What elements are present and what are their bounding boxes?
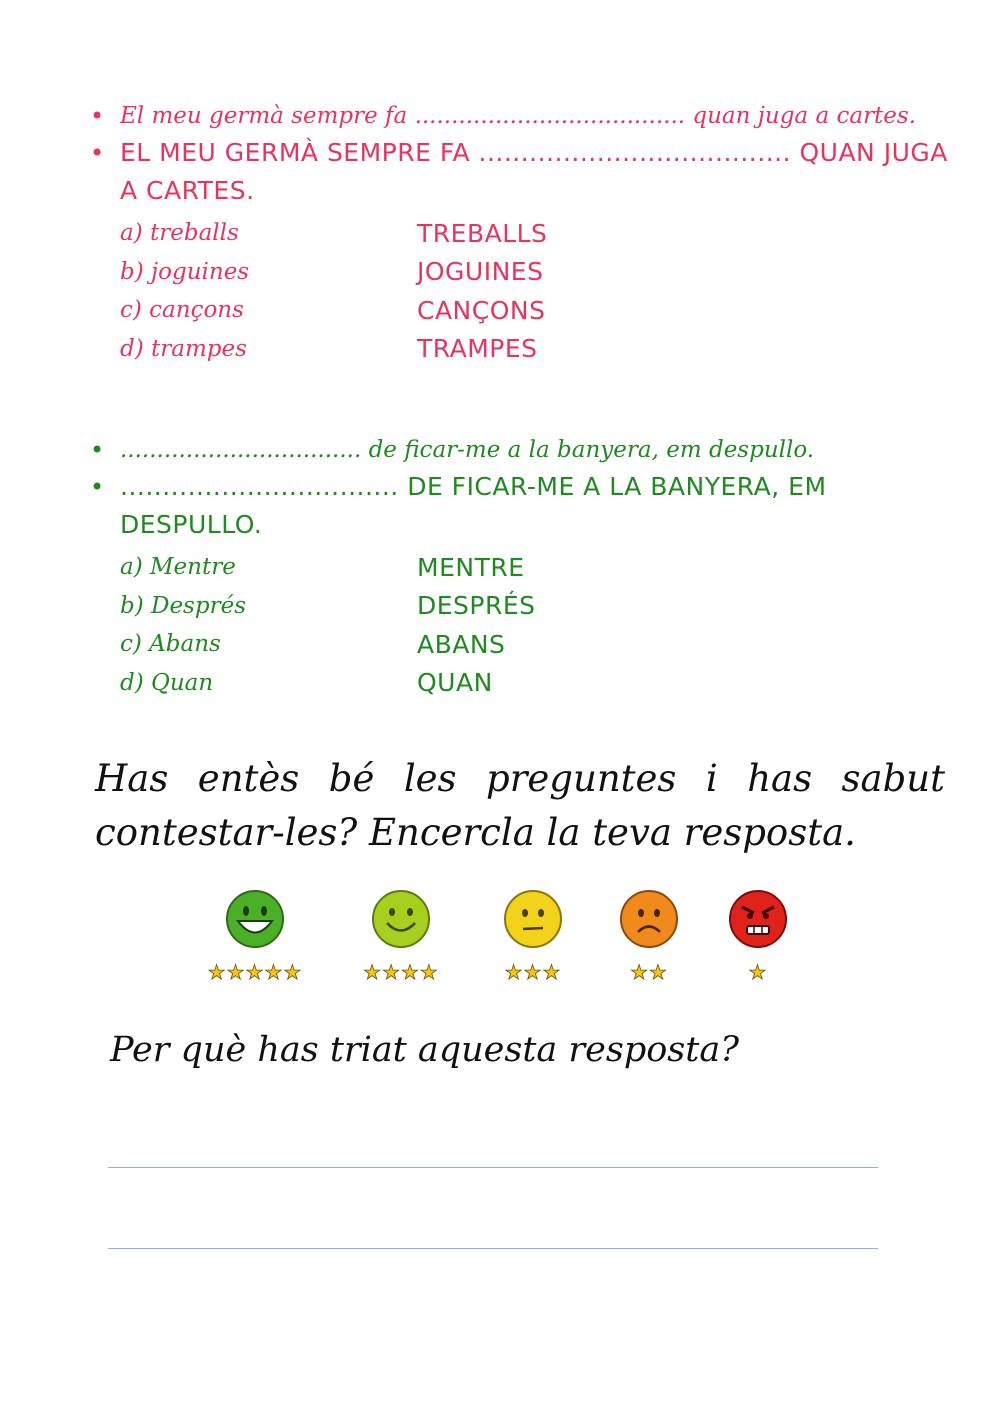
option-uppercase: TREBALLS [417, 218, 548, 248]
option-lowercase: b) Després [120, 592, 246, 619]
question-1 [90, 98, 950, 368]
question-2 [90, 432, 950, 702]
option-a[interactable] [120, 214, 950, 253]
option-lowercase: a) Mentre [120, 554, 236, 581]
neutral-face-icon [502, 888, 564, 950]
rating-2[interactable] [618, 888, 680, 984]
option-c[interactable] [120, 291, 950, 330]
option-a[interactable] [120, 548, 950, 587]
option-lowercase: b) joguines [120, 258, 250, 285]
question-1-options [90, 214, 950, 368]
option-lowercase: c) Abans [120, 631, 221, 658]
question-2-options [90, 548, 950, 702]
rating-2-stars: ★★ [630, 960, 668, 984]
option-lowercase: a) treballs [120, 220, 239, 247]
question-1-sentence-caps: • EL MEU GERMÀ SEMPRE FA ..................................... QUAN JUGA A CARTES. [90, 134, 950, 210]
rating-1[interactable] [727, 888, 789, 984]
option-b[interactable] [120, 253, 950, 292]
option-c[interactable] [120, 625, 950, 664]
option-lowercase: d) trampes [120, 335, 247, 362]
question-1-sentence-cursive: • El meu germà sempre fa ..................................... quan juga a cartes. [90, 98, 950, 134]
option-lowercase: c) cançons [120, 297, 244, 324]
rating-4-stars: ★★★★ [363, 960, 439, 984]
self-assessment-faces [0, 888, 1000, 988]
happy-face-icon [370, 888, 432, 950]
question-2-sentence-cursive: • ................................. de ficar-me a la banyera, em despullo. [90, 432, 950, 468]
option-uppercase: CANÇONS [417, 295, 546, 325]
rating-5-stars: ★★★★★ [207, 960, 303, 984]
option-uppercase: QUAN [417, 668, 493, 698]
option-uppercase: ABANS [417, 629, 506, 659]
very-happy-face-icon [224, 888, 286, 950]
answer-line-1[interactable] [108, 1167, 878, 1168]
option-uppercase: DESPRÉS [417, 591, 536, 621]
sad-face-icon [618, 888, 680, 950]
rating-4[interactable] [345, 888, 457, 984]
option-uppercase: JOGUINES [417, 257, 544, 287]
why-prompt: Per què has triat aquesta resposta? [110, 1030, 739, 1070]
option-uppercase: TRAMPES [417, 334, 538, 364]
rating-3[interactable] [488, 888, 578, 984]
option-d[interactable] [120, 664, 950, 703]
angry-face-icon [727, 888, 789, 950]
option-b[interactable] [120, 587, 950, 626]
option-lowercase: d) Quan [120, 669, 214, 696]
rating-1-stars: ★ [748, 960, 768, 984]
reflection-prompt: Has entès bé les preguntes i has sabut contestar-les? Encercla la teva resposta. [95, 757, 945, 854]
option-d[interactable] [120, 330, 950, 369]
option-uppercase: MENTRE [417, 552, 525, 582]
rating-5[interactable] [190, 888, 320, 984]
rating-3-stars: ★★★ [504, 960, 562, 984]
answer-line-2[interactable] [108, 1248, 878, 1249]
question-2-sentence-caps: • ................................. DE FICAR-ME A LA BANYERA, EM DESPULLO. [90, 468, 950, 544]
